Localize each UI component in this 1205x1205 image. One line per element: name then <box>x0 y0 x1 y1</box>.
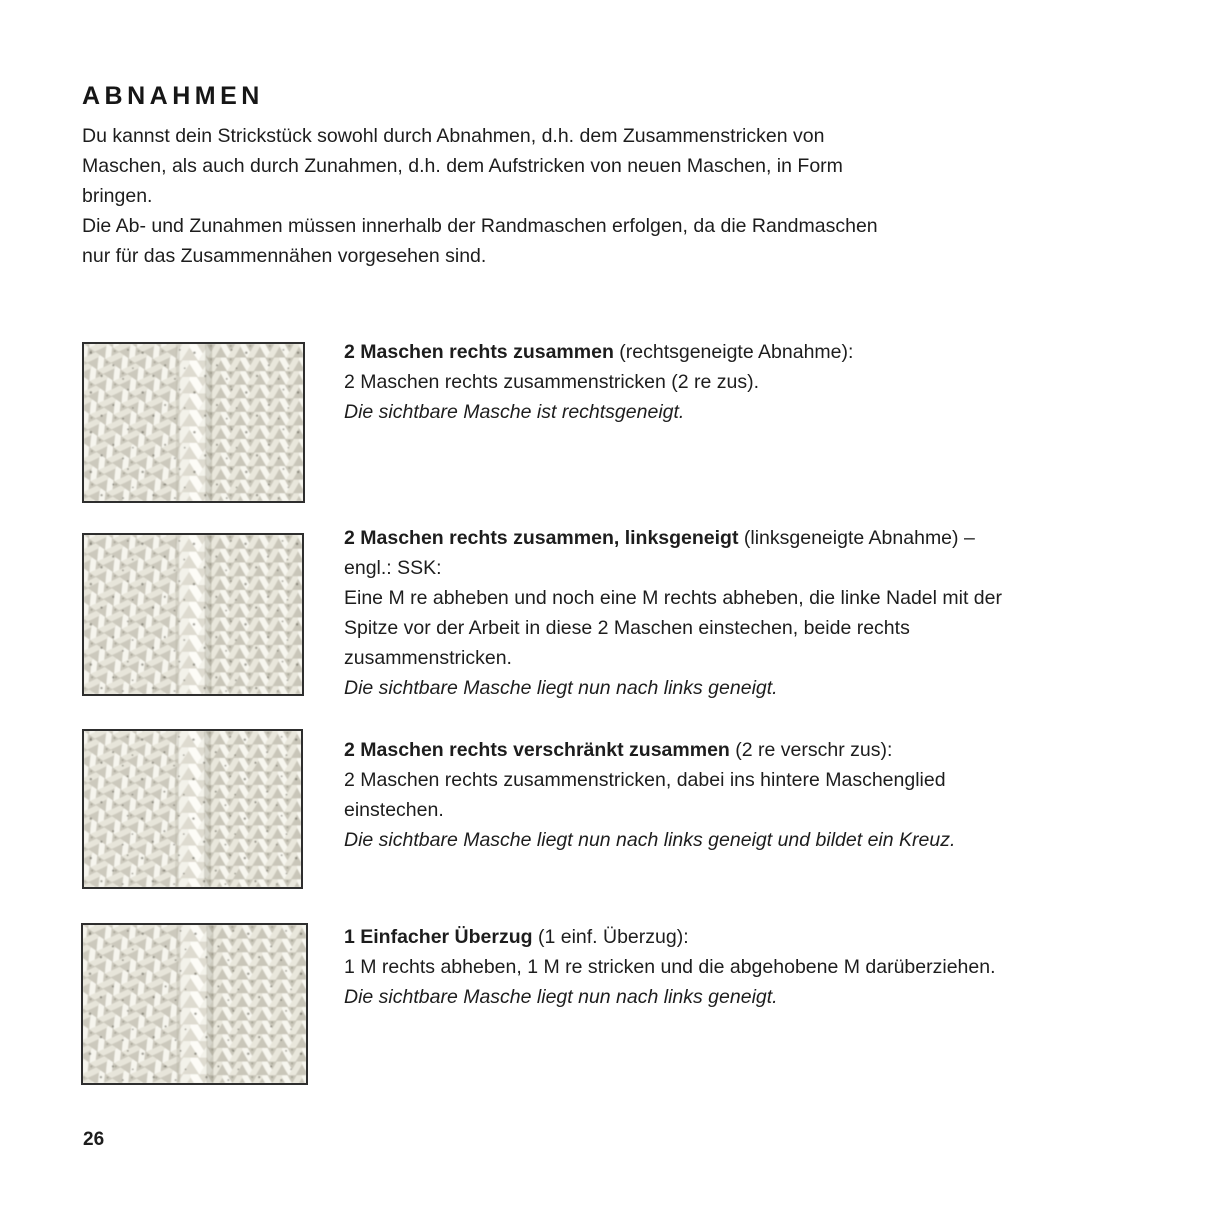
section-body-line: Eine M re abheben und noch eine M rechts abheben, die linke Nadel mit der <box>344 587 1002 609</box>
intro-line: nur für das Zusammennähen vorgesehen sind. <box>82 245 487 267</box>
knit-swatch-image-2 <box>82 533 304 696</box>
section-heading: 2 Maschen rechts zusammen, linksgeneigt (linksgeneigte Abnahme) – <box>344 527 975 549</box>
section-body-line: 2 Maschen rechts zusammenstricken (2 re zus). <box>344 371 760 393</box>
section-body-line: 1 M rechts abheben, 1 M re stricken und die abgehobene M darüberziehen. <box>344 956 996 978</box>
section-body-line: Spitze vor der Arbeit in diese 2 Maschen einstechen, beide rechts <box>344 617 910 639</box>
intro-line: Du kannst dein Strickstück sowohl durch Abnahmen, d.h. dem Zusammenstricken von <box>82 125 825 147</box>
section-slip-pass-over <box>344 922 996 1012</box>
intro-line: Maschen, als auch durch Zunahmen, d.h. dem Aufstricken von neuen Maschen, in Form <box>82 155 843 177</box>
section-heading: 2 Maschen rechts zusammen (rechtsgeneigte Abnahme): <box>344 341 854 363</box>
knit-swatch-image-1 <box>82 342 305 503</box>
knit-swatch-image-4 <box>81 923 308 1085</box>
knit-swatch-image-3 <box>82 729 303 889</box>
page-number: 26 <box>83 1129 105 1150</box>
section-heading: 2 Maschen rechts verschränkt zusammen (2 re verschr zus): <box>344 739 893 761</box>
section-twisted-decrease <box>344 735 955 855</box>
section-right-leaning-decrease <box>344 337 853 427</box>
page-title: ABNAHMEN <box>82 82 264 110</box>
section-heading: 1 Einfacher Überzug (1 einf. Überzug): <box>344 926 689 948</box>
section-note: Die sichtbare Masche ist rechtsgeneigt. <box>344 401 685 423</box>
section-note: Die sichtbare Masche liegt nun nach links geneigt und bildet ein Kreuz. <box>344 829 956 851</box>
section-note: Die sichtbare Masche liegt nun nach links geneigt. <box>344 677 778 699</box>
section-body-line: einstechen. <box>344 799 444 821</box>
intro-line: Die Ab- und Zunahmen müssen innerhalb der Randmaschen erfolgen, da die Randmaschen <box>82 215 878 237</box>
section-ssk-decrease <box>344 523 1002 703</box>
intro-paragraph <box>82 121 878 271</box>
section-heading-continuation: engl.: SSK: <box>344 557 442 579</box>
section-note: Die sichtbare Masche liegt nun nach links geneigt. <box>344 986 778 1008</box>
section-body-line: 2 Maschen rechts zusammenstricken, dabei ins hintere Maschenglied <box>344 769 946 791</box>
intro-line: bringen. <box>82 185 153 207</box>
section-body-line: zusammenstricken. <box>344 647 512 669</box>
